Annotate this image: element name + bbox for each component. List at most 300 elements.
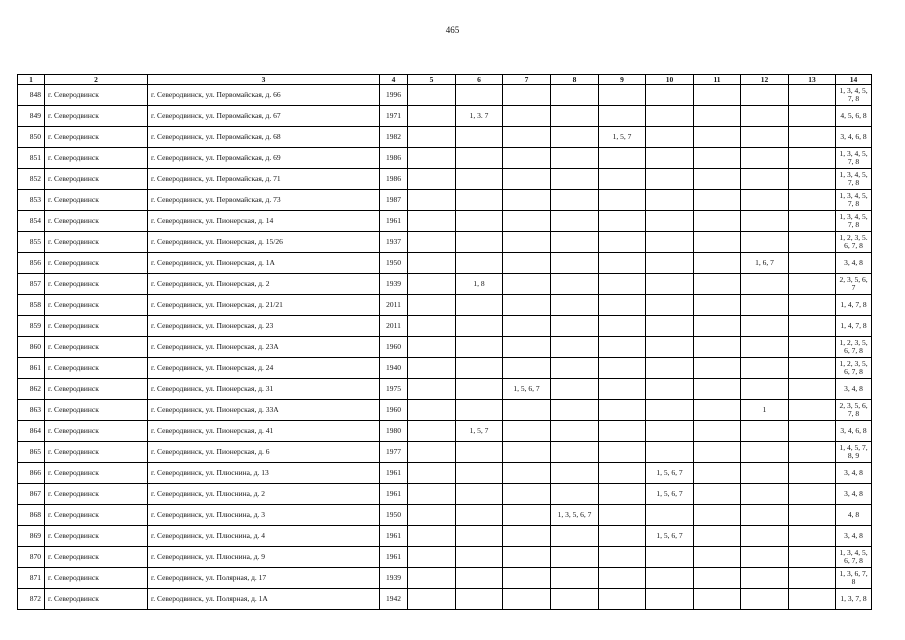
col8-cell bbox=[551, 190, 599, 211]
col11-cell bbox=[694, 337, 741, 358]
city-cell: г. Северодвинск bbox=[45, 337, 148, 358]
col12-cell bbox=[741, 295, 789, 316]
register-table bbox=[17, 74, 872, 610]
year-cell: 1939 bbox=[380, 568, 408, 589]
col6-cell: 1, 5, 7 bbox=[456, 421, 503, 442]
col9-cell bbox=[599, 106, 646, 127]
table-row bbox=[18, 316, 872, 337]
col7-cell bbox=[503, 106, 551, 127]
row-number: 852 bbox=[18, 169, 45, 190]
col10-cell bbox=[646, 148, 694, 169]
col7-cell bbox=[503, 442, 551, 463]
col14-cell: 3, 4, 8 bbox=[836, 484, 872, 505]
col5-cell bbox=[408, 148, 456, 169]
col7-cell bbox=[503, 463, 551, 484]
city-cell: г. Северодвинск bbox=[45, 484, 148, 505]
col5-cell bbox=[408, 526, 456, 547]
col9-cell bbox=[599, 190, 646, 211]
col12-cell bbox=[741, 463, 789, 484]
col14-cell: 4, 8 bbox=[836, 505, 872, 526]
col14-cell: 2, 3, 5, 6, 7, 8 bbox=[836, 400, 872, 421]
address-cell: г. Северодвинск, ул. Пионерская, д. 6 bbox=[148, 442, 380, 463]
year-cell: 1942 bbox=[380, 589, 408, 610]
col10-cell bbox=[646, 316, 694, 337]
city-cell: г. Северодвинск bbox=[45, 442, 148, 463]
col9-cell bbox=[599, 85, 646, 106]
col7-cell bbox=[503, 337, 551, 358]
col12-cell bbox=[741, 526, 789, 547]
col12-cell bbox=[741, 232, 789, 253]
col7-cell bbox=[503, 232, 551, 253]
col9-cell bbox=[599, 148, 646, 169]
col6-cell bbox=[456, 127, 503, 148]
row-number: 851 bbox=[18, 148, 45, 169]
col14-cell: 1, 3, 4, 5, 7, 8 bbox=[836, 148, 872, 169]
row-number: 870 bbox=[18, 547, 45, 568]
col7-cell bbox=[503, 589, 551, 610]
col9-cell bbox=[599, 211, 646, 232]
col14-cell: 1, 3, 4, 5, 6, 7, 8 bbox=[836, 547, 872, 568]
col11-cell bbox=[694, 421, 741, 442]
col14-cell: 1, 4, 7, 8 bbox=[836, 316, 872, 337]
col9-cell bbox=[599, 337, 646, 358]
column-header-13: 13 bbox=[789, 75, 836, 85]
address-cell: г. Северодвинск, ул. Плюснина, д. 13 bbox=[148, 463, 380, 484]
col11-cell bbox=[694, 400, 741, 421]
col5-cell bbox=[408, 253, 456, 274]
col13-cell bbox=[789, 169, 836, 190]
col13-cell bbox=[789, 568, 836, 589]
col14-cell: 3, 4, 6, 8 bbox=[836, 421, 872, 442]
col5-cell bbox=[408, 379, 456, 400]
col6-cell bbox=[456, 484, 503, 505]
row-number: 863 bbox=[18, 400, 45, 421]
address-cell: г. Северодвинск, ул. Пионерская, д. 24 bbox=[148, 358, 380, 379]
row-number: 865 bbox=[18, 442, 45, 463]
col8-cell bbox=[551, 379, 599, 400]
col10-cell bbox=[646, 232, 694, 253]
col13-cell bbox=[789, 211, 836, 232]
table-row bbox=[18, 568, 872, 589]
table-body bbox=[18, 85, 872, 610]
col14-cell: 2, 3, 5, 6, 7 bbox=[836, 274, 872, 295]
column-header-14: 14 bbox=[836, 75, 872, 85]
col6-cell bbox=[456, 463, 503, 484]
column-header-1: 1 bbox=[18, 75, 45, 85]
year-cell: 1950 bbox=[380, 253, 408, 274]
col8-cell bbox=[551, 400, 599, 421]
col7-cell bbox=[503, 358, 551, 379]
city-cell: г. Северодвинск bbox=[45, 295, 148, 316]
col8-cell bbox=[551, 127, 599, 148]
col5-cell bbox=[408, 127, 456, 148]
year-cell: 1982 bbox=[380, 127, 408, 148]
row-number: 860 bbox=[18, 337, 45, 358]
page-number: 465 bbox=[445, 25, 460, 35]
col6-cell: 1, 8 bbox=[456, 274, 503, 295]
col8-cell bbox=[551, 547, 599, 568]
col11-cell bbox=[694, 505, 741, 526]
col11-cell bbox=[694, 232, 741, 253]
row-number: 866 bbox=[18, 463, 45, 484]
col5-cell bbox=[408, 484, 456, 505]
col14-cell: 1, 2, 3, 5, 6, 7, 8 bbox=[836, 337, 872, 358]
year-cell: 2011 bbox=[380, 295, 408, 316]
col11-cell bbox=[694, 106, 741, 127]
col6-cell bbox=[456, 568, 503, 589]
address-cell: г. Северодвинск, ул. Пионерская, д. 23 bbox=[148, 316, 380, 337]
col14-cell: 1, 3, 4, 5, 7, 8 bbox=[836, 85, 872, 106]
column-header-5: 5 bbox=[408, 75, 456, 85]
col14-cell: 1, 2, 3, 5. 6, 7, 8 bbox=[836, 232, 872, 253]
year-cell: 1975 bbox=[380, 379, 408, 400]
col13-cell bbox=[789, 589, 836, 610]
column-header-2: 2 bbox=[45, 75, 148, 85]
col8-cell bbox=[551, 211, 599, 232]
col8-cell bbox=[551, 442, 599, 463]
col10-cell bbox=[646, 253, 694, 274]
year-cell: 1950 bbox=[380, 505, 408, 526]
row-number: 862 bbox=[18, 379, 45, 400]
col5-cell bbox=[408, 463, 456, 484]
address-cell: г. Северодвинск, ул. Полярная, д. 17 bbox=[148, 568, 380, 589]
col5-cell bbox=[408, 274, 456, 295]
col6-cell bbox=[456, 148, 503, 169]
col10-cell bbox=[646, 421, 694, 442]
col7-cell bbox=[503, 547, 551, 568]
col9-cell bbox=[599, 463, 646, 484]
table-row bbox=[18, 85, 872, 106]
col11-cell bbox=[694, 148, 741, 169]
year-cell: 2011 bbox=[380, 316, 408, 337]
col12-cell bbox=[741, 106, 789, 127]
col14-cell: 1, 3, 4, 5, 7, 8 bbox=[836, 190, 872, 211]
col7-cell bbox=[503, 85, 551, 106]
col7-cell bbox=[503, 568, 551, 589]
col9-cell bbox=[599, 295, 646, 316]
table-row bbox=[18, 379, 872, 400]
col5-cell bbox=[408, 568, 456, 589]
col11-cell bbox=[694, 526, 741, 547]
col10-cell bbox=[646, 169, 694, 190]
table-row bbox=[18, 274, 872, 295]
col11-cell bbox=[694, 253, 741, 274]
row-number: 848 bbox=[18, 85, 45, 106]
col13-cell bbox=[789, 400, 836, 421]
col11-cell bbox=[694, 295, 741, 316]
col10-cell bbox=[646, 85, 694, 106]
table-row bbox=[18, 232, 872, 253]
col8-cell bbox=[551, 337, 599, 358]
col10-cell bbox=[646, 442, 694, 463]
col8-cell bbox=[551, 463, 599, 484]
city-cell: г. Северодвинск bbox=[45, 274, 148, 295]
col12-cell bbox=[741, 274, 789, 295]
address-cell: г. Северодвинск, ул. Пионерская, д. 31 bbox=[148, 379, 380, 400]
col12-cell bbox=[741, 316, 789, 337]
col10-cell bbox=[646, 568, 694, 589]
col6-cell bbox=[456, 232, 503, 253]
col5-cell bbox=[408, 85, 456, 106]
col7-cell bbox=[503, 211, 551, 232]
row-number: 849 bbox=[18, 106, 45, 127]
col14-cell: 1, 3, 7, 8 bbox=[836, 589, 872, 610]
col8-cell bbox=[551, 148, 599, 169]
col8-cell bbox=[551, 274, 599, 295]
row-number: 855 bbox=[18, 232, 45, 253]
col8-cell bbox=[551, 169, 599, 190]
row-number: 856 bbox=[18, 253, 45, 274]
col9-cell bbox=[599, 568, 646, 589]
col10-cell bbox=[646, 337, 694, 358]
table-row bbox=[18, 421, 872, 442]
col10-cell bbox=[646, 274, 694, 295]
city-cell: г. Северодвинск bbox=[45, 589, 148, 610]
table-row bbox=[18, 211, 872, 232]
col7-cell bbox=[503, 295, 551, 316]
table-row bbox=[18, 526, 872, 547]
year-cell: 1986 bbox=[380, 169, 408, 190]
col11-cell bbox=[694, 169, 741, 190]
col12-cell bbox=[741, 127, 789, 148]
address-cell: г. Северодвинск, ул. Пионерская, д. 21/21 bbox=[148, 295, 380, 316]
col6-cell bbox=[456, 295, 503, 316]
col14-cell: 3, 4, 8 bbox=[836, 253, 872, 274]
address-cell: г. Северодвинск, ул. Пионерская, д. 2 bbox=[148, 274, 380, 295]
column-header-4: 4 bbox=[380, 75, 408, 85]
col14-cell: 1, 2, 3, 5, 6, 7, 8 bbox=[836, 358, 872, 379]
city-cell: г. Северодвинск bbox=[45, 568, 148, 589]
city-cell: г. Северодвинск bbox=[45, 106, 148, 127]
col11-cell bbox=[694, 190, 741, 211]
col9-cell bbox=[599, 484, 646, 505]
col11-cell bbox=[694, 442, 741, 463]
row-number: 853 bbox=[18, 190, 45, 211]
col7-cell: 1, 5, 6, 7 bbox=[503, 379, 551, 400]
table-row bbox=[18, 295, 872, 316]
col7-cell bbox=[503, 190, 551, 211]
year-cell: 1996 bbox=[380, 85, 408, 106]
city-cell: г. Северодвинск bbox=[45, 148, 148, 169]
col12-cell bbox=[741, 337, 789, 358]
city-cell: г. Северодвинск bbox=[45, 400, 148, 421]
col9-cell bbox=[599, 358, 646, 379]
col9-cell bbox=[599, 274, 646, 295]
col5-cell bbox=[408, 106, 456, 127]
col14-cell: 3, 4, 8 bbox=[836, 463, 872, 484]
col10-cell bbox=[646, 190, 694, 211]
address-cell: г. Северодвинск, ул. Плюснина, д. 3 bbox=[148, 505, 380, 526]
col5-cell bbox=[408, 589, 456, 610]
col8-cell bbox=[551, 484, 599, 505]
col12-cell bbox=[741, 211, 789, 232]
col10-cell bbox=[646, 547, 694, 568]
row-number: 857 bbox=[18, 274, 45, 295]
column-header-12: 12 bbox=[741, 75, 789, 85]
col13-cell bbox=[789, 463, 836, 484]
address-cell: г. Северодвинск, ул. Первомайская, д. 71 bbox=[148, 169, 380, 190]
col5-cell bbox=[408, 421, 456, 442]
col5-cell bbox=[408, 442, 456, 463]
table-row bbox=[18, 190, 872, 211]
col12-cell bbox=[741, 148, 789, 169]
address-cell: г. Северодвинск, ул. Пионерская, д. 14 bbox=[148, 211, 380, 232]
col5-cell bbox=[408, 232, 456, 253]
col11-cell bbox=[694, 316, 741, 337]
address-cell: г. Северодвинск, ул. Плюснина, д. 4 bbox=[148, 526, 380, 547]
col10-cell bbox=[646, 400, 694, 421]
col9-cell bbox=[599, 400, 646, 421]
address-cell: г. Северодвинск, ул. Пионерская, д. 33А bbox=[148, 400, 380, 421]
col14-cell: 3, 4, 8 bbox=[836, 526, 872, 547]
year-cell: 1971 bbox=[380, 106, 408, 127]
col12-cell bbox=[741, 85, 789, 106]
col8-cell bbox=[551, 106, 599, 127]
col10-cell bbox=[646, 589, 694, 610]
year-cell: 1961 bbox=[380, 484, 408, 505]
address-cell: г. Северодвинск, ул. Первомайская, д. 66 bbox=[148, 85, 380, 106]
year-cell: 1961 bbox=[380, 547, 408, 568]
col13-cell bbox=[789, 442, 836, 463]
year-cell: 1937 bbox=[380, 232, 408, 253]
col7-cell bbox=[503, 484, 551, 505]
col6-cell bbox=[456, 85, 503, 106]
city-cell: г. Северодвинск bbox=[45, 547, 148, 568]
col5-cell bbox=[408, 358, 456, 379]
col11-cell bbox=[694, 85, 741, 106]
col11-cell bbox=[694, 589, 741, 610]
col7-cell bbox=[503, 421, 551, 442]
col13-cell bbox=[789, 127, 836, 148]
row-number: 858 bbox=[18, 295, 45, 316]
year-cell: 1960 bbox=[380, 400, 408, 421]
col8-cell bbox=[551, 526, 599, 547]
col13-cell bbox=[789, 421, 836, 442]
col13-cell bbox=[789, 337, 836, 358]
col10-cell bbox=[646, 127, 694, 148]
col9-cell: 1, 5, 7 bbox=[599, 127, 646, 148]
city-cell: г. Северодвинск bbox=[45, 190, 148, 211]
year-cell: 1986 bbox=[380, 148, 408, 169]
column-header-10: 10 bbox=[646, 75, 694, 85]
city-cell: г. Северодвинск bbox=[45, 526, 148, 547]
year-cell: 1980 bbox=[380, 421, 408, 442]
col7-cell bbox=[503, 169, 551, 190]
city-cell: г. Северодвинск bbox=[45, 463, 148, 484]
col6-cell: 1, 3. 7 bbox=[456, 106, 503, 127]
col5-cell bbox=[408, 505, 456, 526]
col8-cell bbox=[551, 232, 599, 253]
col6-cell bbox=[456, 547, 503, 568]
col13-cell bbox=[789, 379, 836, 400]
column-header-9: 9 bbox=[599, 75, 646, 85]
table-row bbox=[18, 442, 872, 463]
table-row bbox=[18, 127, 872, 148]
col7-cell bbox=[503, 505, 551, 526]
col8-cell bbox=[551, 421, 599, 442]
col14-cell: 1, 3, 4, 5, 7, 8 bbox=[836, 169, 872, 190]
col14-cell: 1, 3, 6, 7, 8 bbox=[836, 568, 872, 589]
row-number: 868 bbox=[18, 505, 45, 526]
col9-cell bbox=[599, 379, 646, 400]
row-number: 850 bbox=[18, 127, 45, 148]
col9-cell bbox=[599, 169, 646, 190]
col8-cell: 1, 3, 5, 6, 7 bbox=[551, 505, 599, 526]
col5-cell bbox=[408, 211, 456, 232]
col11-cell bbox=[694, 568, 741, 589]
col12-cell bbox=[741, 547, 789, 568]
address-cell: г. Северодвинск, ул. Первомайская, д. 68 bbox=[148, 127, 380, 148]
col11-cell bbox=[694, 358, 741, 379]
col12-cell bbox=[741, 568, 789, 589]
col13-cell bbox=[789, 358, 836, 379]
col7-cell bbox=[503, 274, 551, 295]
col9-cell bbox=[599, 421, 646, 442]
col6-cell bbox=[456, 253, 503, 274]
col12-cell bbox=[741, 358, 789, 379]
col10-cell: 1, 5, 6, 7 bbox=[646, 463, 694, 484]
column-header-7: 7 bbox=[503, 75, 551, 85]
col6-cell bbox=[456, 316, 503, 337]
col12-cell: 1 bbox=[741, 400, 789, 421]
address-cell: г. Северодвинск, ул. Первомайская, д. 67 bbox=[148, 106, 380, 127]
col6-cell bbox=[456, 526, 503, 547]
col14-cell: 1, 4, 5, 7, 8, 9 bbox=[836, 442, 872, 463]
col8-cell bbox=[551, 316, 599, 337]
col7-cell bbox=[503, 316, 551, 337]
table-row bbox=[18, 106, 872, 127]
col12-cell bbox=[741, 442, 789, 463]
col11-cell bbox=[694, 463, 741, 484]
table-row bbox=[18, 463, 872, 484]
year-cell: 1961 bbox=[380, 463, 408, 484]
address-cell: г. Северодвинск, ул. Пионерская, д. 23А bbox=[148, 337, 380, 358]
col13-cell bbox=[789, 526, 836, 547]
col9-cell bbox=[599, 526, 646, 547]
col9-cell bbox=[599, 253, 646, 274]
city-cell: г. Северодвинск bbox=[45, 211, 148, 232]
col7-cell bbox=[503, 148, 551, 169]
row-number: 854 bbox=[18, 211, 45, 232]
table-row bbox=[18, 253, 872, 274]
header-row bbox=[18, 75, 872, 85]
year-cell: 1987 bbox=[380, 190, 408, 211]
col11-cell bbox=[694, 211, 741, 232]
address-cell: г. Северодвинск, ул. Полярная, д. 1А bbox=[148, 589, 380, 610]
col9-cell bbox=[599, 316, 646, 337]
table-row bbox=[18, 337, 872, 358]
col8-cell bbox=[551, 568, 599, 589]
col10-cell: 1, 5, 6, 7 bbox=[646, 484, 694, 505]
col6-cell bbox=[456, 589, 503, 610]
col13-cell bbox=[789, 505, 836, 526]
col6-cell bbox=[456, 442, 503, 463]
col6-cell bbox=[456, 337, 503, 358]
col12-cell bbox=[741, 190, 789, 211]
row-number: 872 bbox=[18, 589, 45, 610]
col8-cell bbox=[551, 253, 599, 274]
address-cell: г. Северодвинск, ул. Пионерская, д. 41 bbox=[148, 421, 380, 442]
col9-cell bbox=[599, 442, 646, 463]
col10-cell bbox=[646, 358, 694, 379]
col5-cell bbox=[408, 190, 456, 211]
col14-cell: 1, 4, 7, 8 bbox=[836, 295, 872, 316]
col7-cell bbox=[503, 253, 551, 274]
table-row bbox=[18, 148, 872, 169]
row-number: 861 bbox=[18, 358, 45, 379]
col10-cell bbox=[646, 295, 694, 316]
col9-cell bbox=[599, 547, 646, 568]
